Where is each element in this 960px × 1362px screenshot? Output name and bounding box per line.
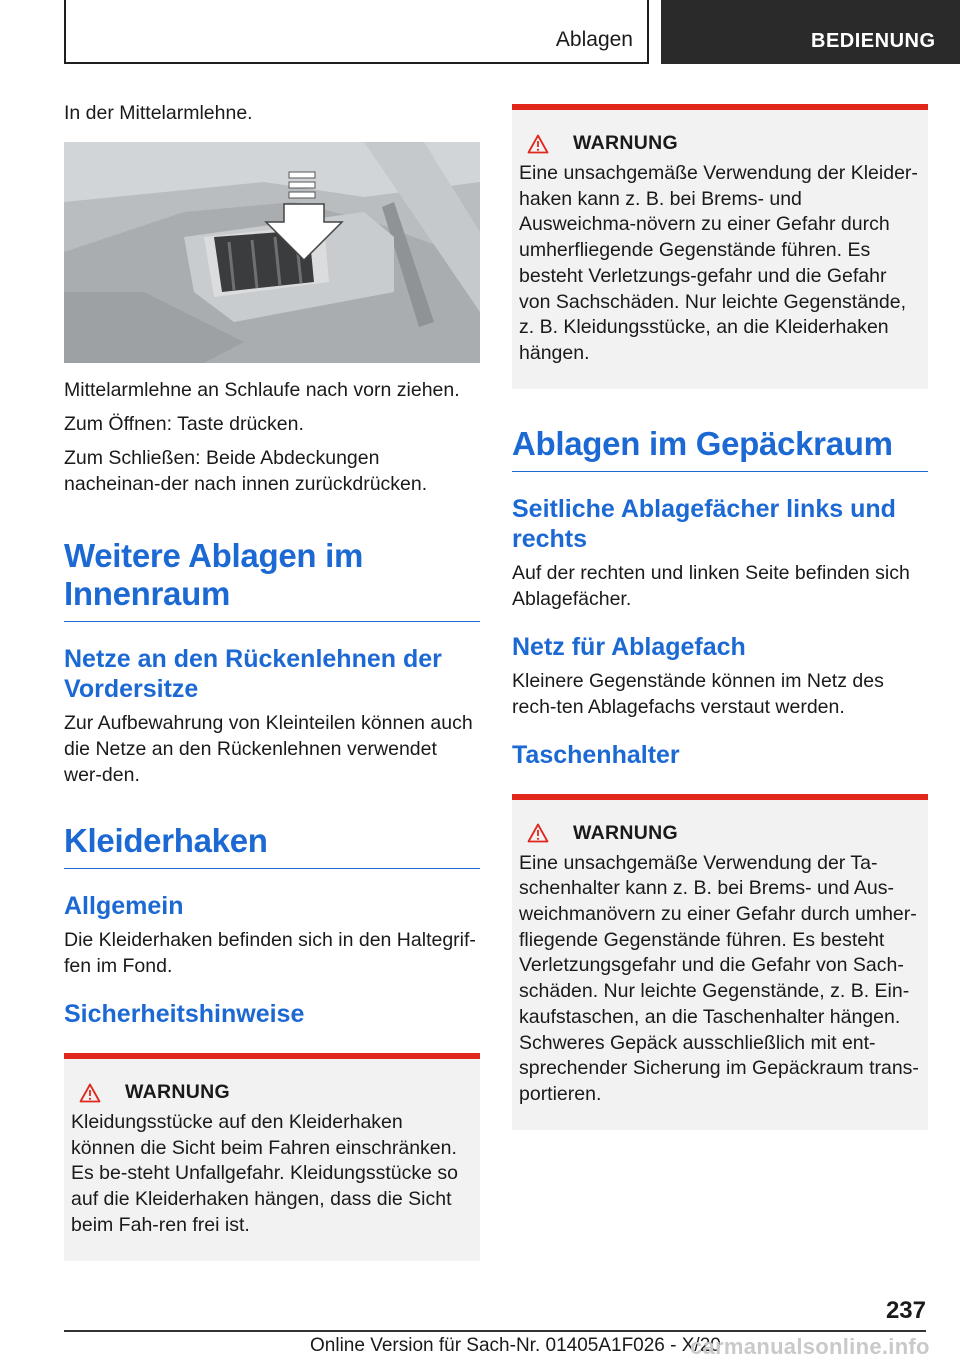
warning-text: Kleidungsstücke auf den Kleiderhaken können die Sicht beim Fahren einschränken. Es be-steht Unfallgefahr. Kleidungsstücke so auf die Kleiderhaken hängen, dass die Sicht beim Fah-ren frei ist.: [71, 1111, 458, 1236]
header-chapter-tab: [661, 0, 960, 64]
subheading-sicherheitshinweise: Sicherheitshinweise: [64, 1000, 305, 1028]
subheading-allgemein: Allgemein: [64, 892, 184, 920]
footer-divider: [64, 1330, 926, 1332]
netz-text: Kleinere Gegenstände können im Netz des rech-ten Ablagefachs verstaut werden.: [512, 669, 884, 718]
right-column: [512, 104, 928, 1130]
left-column: [64, 100, 480, 1261]
warning-box-kleiderhaken-gefahr: [512, 104, 928, 389]
watermark: carmanualsonline.info: [690, 1334, 930, 1359]
warning-title: [71, 1081, 472, 1104]
caption-line-2: Zum Öffnen: Taste drücken.: [64, 413, 304, 435]
page-header: [0, 0, 960, 66]
footer-version-text: Online Version für Sach-Nr. 01405A1F026 - X/20: [310, 1335, 721, 1356]
header-chapter-title: BEDIENUNG: [811, 30, 936, 52]
warning-title: [519, 822, 920, 845]
warning-text: Eine unsachgemäße Verwendung der Ta-schenhalter kann z. B. bei Brems- und Aus-weichmanövern zu einer Gefahr durch umher-fliegende Gegenstände führen. Es besteht Verletzungsgefahr und die Gefahr von Sach-schäden. Nur leichte Gegenstände, z. B. Ein-kaufstaschen, an die Taschenhalter hängen. Schweres Gepäck ausschließlich mit ent-sprechender Sicherung im Gepäckraum trans-portieren.: [519, 851, 919, 1105]
warning-triangle-icon: [79, 1083, 101, 1103]
caption-line-3: Zum Schließen: Beide Abdeckungen nacheinan-der nach innen zurückdrücken.: [64, 447, 428, 495]
warning-box-taschenhalter: [512, 794, 928, 1130]
caption-line-1: Mittelarmlehne an Schlaufe nach vorn ziehen.: [64, 379, 460, 401]
warning-triangle-icon: [527, 823, 549, 843]
subheading-netze: Netze an den Rückenlehnen der Vordersitze: [64, 645, 442, 703]
page-number: 237: [885, 1297, 926, 1324]
header-section-box: [64, 0, 649, 64]
seitlich-text: Auf der rechten und linken Seite befinden sich Ablagefächer.: [512, 561, 910, 610]
warning-label: WARNUNG: [573, 132, 679, 154]
warning-label: WARNUNG: [573, 821, 679, 844]
heading-weitere-ablagen: Weitere Ablagen im Innenraum: [64, 537, 480, 622]
netze-text: Zur Aufbewahrung von Kleinteilen können auch die Netze an den Rückenlehnen verwendet wer-den.: [64, 712, 473, 786]
armrest-photo: [64, 142, 480, 363]
subheading-seitliche-ablagefaecher: Seitliche Ablagefächer links und rechts: [512, 494, 896, 553]
warning-label: WARNUNG: [125, 1081, 231, 1103]
warning-triangle-icon: [527, 134, 549, 154]
subheading-taschenhalter: Taschenhalter: [512, 740, 680, 769]
warning-title: [519, 132, 920, 155]
heading-kleiderhaken: Kleiderhaken: [64, 822, 480, 869]
intro-text: In der Mittelarmlehne.: [64, 102, 253, 124]
header-section-title: Ablagen: [555, 28, 633, 51]
heading-ablagen-gepaeckraum: Ablagen im Gepäckraum: [512, 425, 928, 472]
warning-box-kleiderhaken-sicht: [64, 1053, 480, 1261]
allgemein-text: Die Kleiderhaken befinden sich in den Haltegrif-fen im Fond.: [64, 929, 476, 977]
warning-text: Eine unsachgemäße Verwendung der Kleider-haken kann z. B. bei Brems- und Ausweichma-növern zu einer Gefahr durch umherfliegende Gegenstände führen. Es besteht Verletzungs-gefahr und die Gefahr von Sachschäden. Nur leichte Gegenstände, z. B. Kleidungsstücke, an die Kleiderhaken hängen.: [519, 162, 918, 364]
subheading-netz-ablagefach: Netz für Ablagefach: [512, 632, 746, 661]
